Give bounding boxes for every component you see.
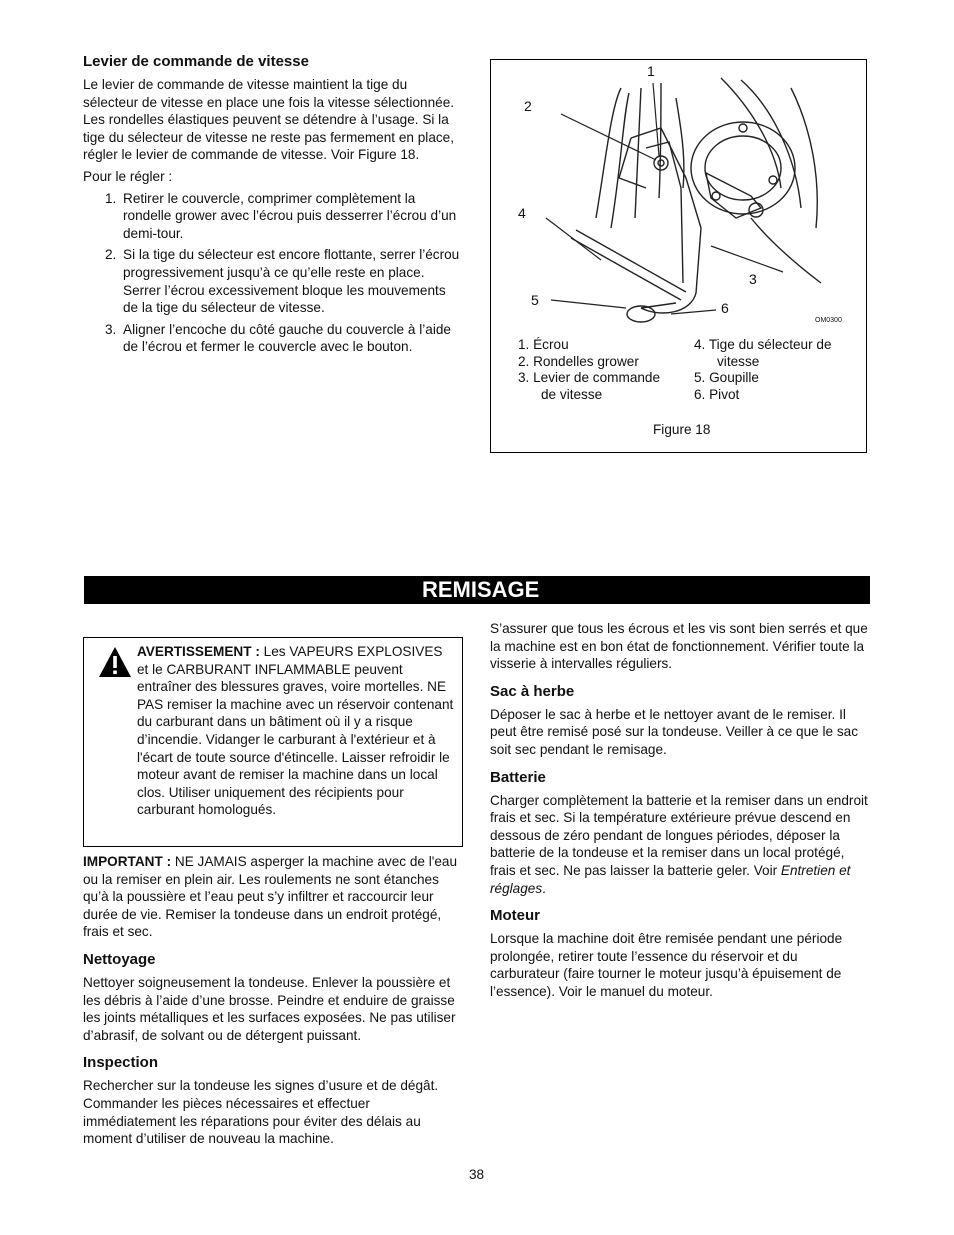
callout-6: 6 bbox=[721, 300, 729, 316]
speed-lever-drawing bbox=[511, 68, 841, 333]
sac-heading: Sac à herbe bbox=[490, 682, 575, 700]
moteur-text: Lorsque la machine doit être remisée pendant une période prolongée, retirer toute l’essence du réservoir et du carburateur (faire tourner le moteur jusqu’à épuisement de l’essence). Voir le manuel du moteur. bbox=[490, 931, 843, 999]
legend-item-4-cont: vitesse bbox=[717, 353, 760, 369]
steps-list bbox=[83, 190, 463, 356]
batterie-text: Charger complètement la batterie et la remiser dans un endroit frais et sec. Si la température extérieure prévue descend en dessous de zéro pendant de longues périodes, déposer la batterie de la tondeuse et la remiser dans un local protégé, frais et sec. Ne pas laisser la batterie geler. Voir bbox=[490, 792, 868, 878]
step-2: 2. Si la tige du sélecteur est encore flottante, serrer l’écrou progressivement jusqu’à ce qu’elle reste en place. Serrer l’écrou excessivement bloque les mouvements de la tige du sélecteur de vitesse. bbox=[105, 247, 460, 316]
callout-3: 3 bbox=[749, 271, 757, 287]
legend-item-5: 5. Goupille bbox=[694, 370, 759, 385]
figure-18-box bbox=[490, 59, 867, 453]
important-text: NE JAMAIS asperger la machine avec de l'eau ou la remiser en plein air. Les roulements ne sont étanches qu’à la poussière et l’eau peut s’y infiltrer et raccourcir leur durée de vie. Remiser la tondeuse dans un endroit protégé, frais et sec. bbox=[83, 854, 458, 940]
page-number: 38 bbox=[469, 1167, 485, 1182]
nettoyage-text: Nettoyer soigneusement la tondeuse. Enlever la poussière et les débris à l’aide d’une brosse. Peindre et enduire de graisse les joints métalliques et les surfaces exposées. Ne pas utiliser d’abrasif, de solvant ou de détergent puissant. bbox=[83, 974, 456, 1043]
legend-item-3: 3. Levier de commande bbox=[518, 370, 661, 385]
moteur-heading: Moteur bbox=[490, 907, 540, 925]
remisage-banner: REMISAGE bbox=[84, 576, 870, 604]
batterie-end: . bbox=[542, 880, 546, 896]
legend-item-6: 6. Pivot bbox=[694, 386, 740, 402]
batterie-heading: Batterie bbox=[490, 768, 546, 786]
levier-intro: Le levier de commande de vitesse maintient la tige du sélecteur de vitesse en place une fois la vitesse sélectionnée. Les rondelles élastiques peuvent se détendre à l’usage. Si la tige du sélecteur de vitesse ne reste pas fermement en place, régler le levier de commande de vitesse. Voir Figure 18. bbox=[83, 77, 455, 163]
figure-legend-left bbox=[518, 337, 660, 403]
step-3: 3. Aligner l’encoche du côté gauche du couvercle à l’aide de l’écrou et fermer le couvercle avec le bouton. bbox=[105, 321, 451, 355]
figure-code: OM0300 bbox=[815, 317, 842, 324]
nettoyage-heading: Nettoyage bbox=[83, 950, 156, 968]
figure-legend-right bbox=[694, 337, 832, 403]
legend-item-4: 4. Tige du sélecteur de bbox=[694, 337, 832, 352]
warning-text bbox=[137, 643, 455, 819]
inspection-heading: Inspection bbox=[83, 1054, 159, 1072]
right-lower-column bbox=[490, 620, 870, 1001]
batterie-link: Entretien et réglages bbox=[490, 862, 851, 896]
important-paragraph bbox=[83, 853, 463, 941]
callout-2: 2 bbox=[524, 98, 532, 114]
legend-item-1: 1. Écrou bbox=[518, 337, 569, 352]
legend-item-3-cont: de vitesse bbox=[541, 386, 603, 402]
inspection-text: Rechercher sur la tondeuse les signes d’usure et de dégât. Commander les pièces nécessaires et effectuer immédiatement les réparations pour éviter des délais au moment d’utiliser de nouveau la machine. bbox=[83, 1078, 439, 1147]
sac-text: Déposer le sac à herbe et le nettoyer avant de le remiser. Il peut être remisé posé sur la tondeuse. Veiller à ce que le sac soit sec pendant le remisage. bbox=[490, 706, 858, 757]
callout-5: 5 bbox=[531, 292, 539, 308]
callout-4: 4 bbox=[518, 205, 526, 221]
step-1: 1. Retirer le couvercle, comprimer complètement la rondelle grower avec l’écrou puis desserrer l’écrou d’un demi-tour. bbox=[105, 190, 457, 241]
important-label: IMPORTANT : bbox=[83, 854, 172, 869]
left-lower-column bbox=[83, 853, 463, 1148]
warning-box bbox=[83, 637, 463, 847]
levier-section bbox=[83, 52, 463, 360]
warning-label: AVERTISSEMENT : bbox=[137, 644, 260, 659]
warning-triangle-icon bbox=[98, 646, 132, 678]
legend-item-2: 2. Rondelles grower bbox=[518, 353, 639, 369]
callout-1: 1 bbox=[647, 63, 655, 79]
figure-caption: Figure 18 bbox=[653, 422, 711, 437]
levier-heading: Levier de commande de vitesse bbox=[83, 53, 309, 70]
batterie-paragraph bbox=[490, 792, 870, 898]
warning-body: Les VAPEURS EXPLOSIVES et le CARBURANT INFLAMMABLE peuvent entraîner des blessures graves, voire mortelles. NE PAS remiser la machine avec un réservoir contenant du carburant dans un bâtiment où il y a risque d’incendie. Vidanger le carburant à l'extérieur et à l'écart de toute source d'étincelle. Laisser refroidir le moteur avant de remiser la machine dans un local clos. Utiliser uniquement des récipients pour carburant homologués. bbox=[137, 644, 454, 818]
right-intro: S’assurer que tous les écrous et les vis sont bien serrés et que la machine est en bon état de fonctionnement. Vérifier toute la visserie à intervalles réguliers. bbox=[490, 621, 868, 672]
pour-regler: Pour le régler : bbox=[83, 168, 173, 184]
